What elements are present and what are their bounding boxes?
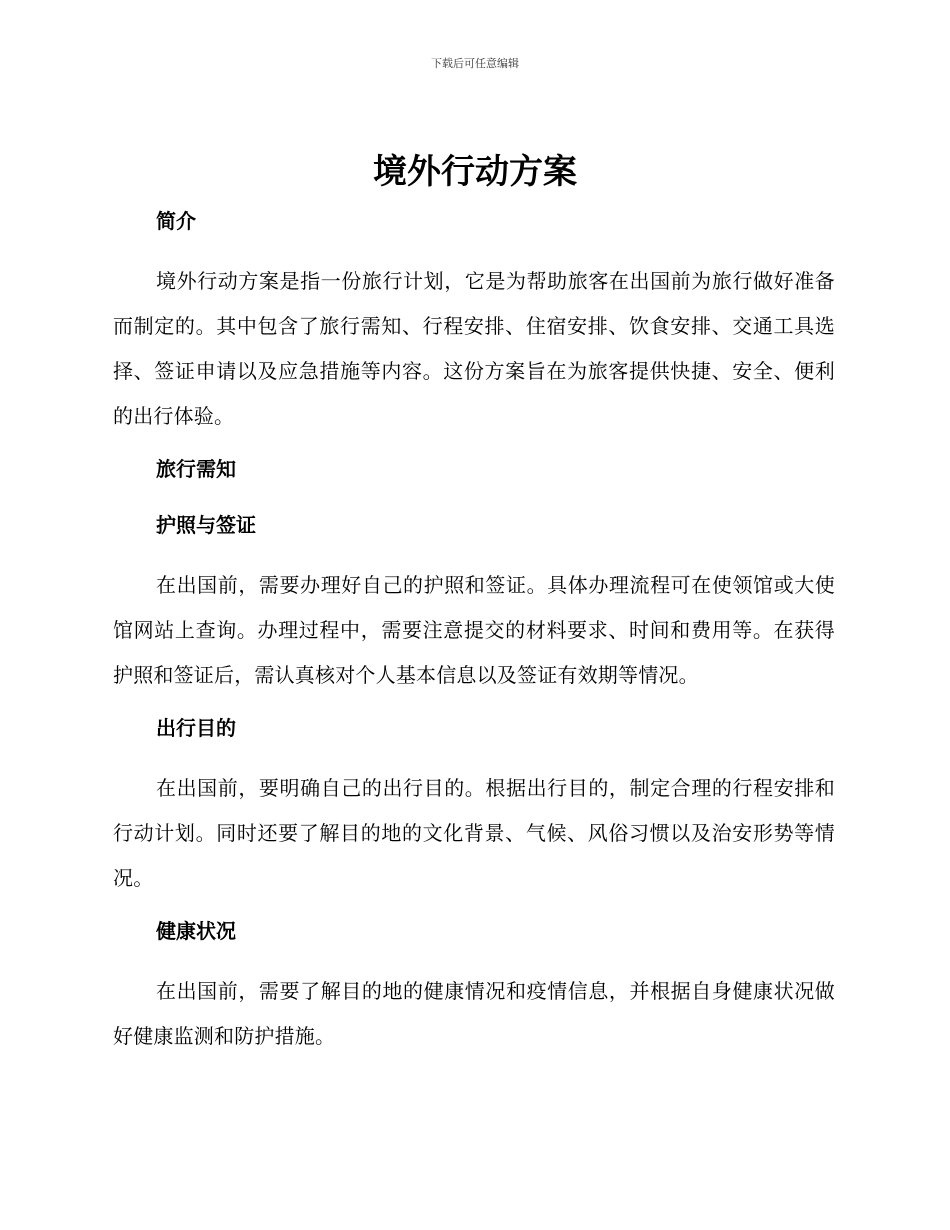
section-heading-travel-purpose: 出行目的 [156,716,236,740]
section-heading-travel-notes: 旅行需知 [156,457,236,481]
section-paragraph-passport-visa: 在出国前，需要办理好自己的护照和签证。具体办理流程可在使领馆或大使馆网站上查询。办理过程中，需要注意提交的材料要求、时间和费用等。在获得护照和签证后，需认真核对个人基本信息以及签证有效期等情况。 [113,573,835,687]
document-body [113,203,835,1071]
section-paragraph-travel-purpose: 在出国前，要明确自己的出行目的。根据出行目的，制定合理的行程安排和行动计划。同时还要了解目的地的文化背景、气候、风俗习惯以及治安形势等情况。 [113,776,835,890]
section-heading-intro: 简介 [156,209,196,233]
section-heading-passport-visa: 护照与签证 [156,513,256,537]
section-paragraph-health: 在出国前，需要了解目的地的健康情况和疫情信息，并根据自身健康状况做好健康监测和防护措施。 [113,979,835,1048]
section-heading-health: 健康状况 [156,919,236,943]
document-title: 境外行动方案 [373,152,577,192]
header-note: 下载后可任意编辑 [431,57,519,70]
section-paragraph-intro: 境外行动方案是指一份旅行计划，它是为帮助旅客在出国前为旅行做好准备而制定的。其中包含了旅行需知、行程安排、住宿安排、饮食安排、交通工具选择、签证申请以及应急措施等内容。这份方案旨在为旅客提供快捷、安全、便利的出行体验。 [113,269,835,428]
